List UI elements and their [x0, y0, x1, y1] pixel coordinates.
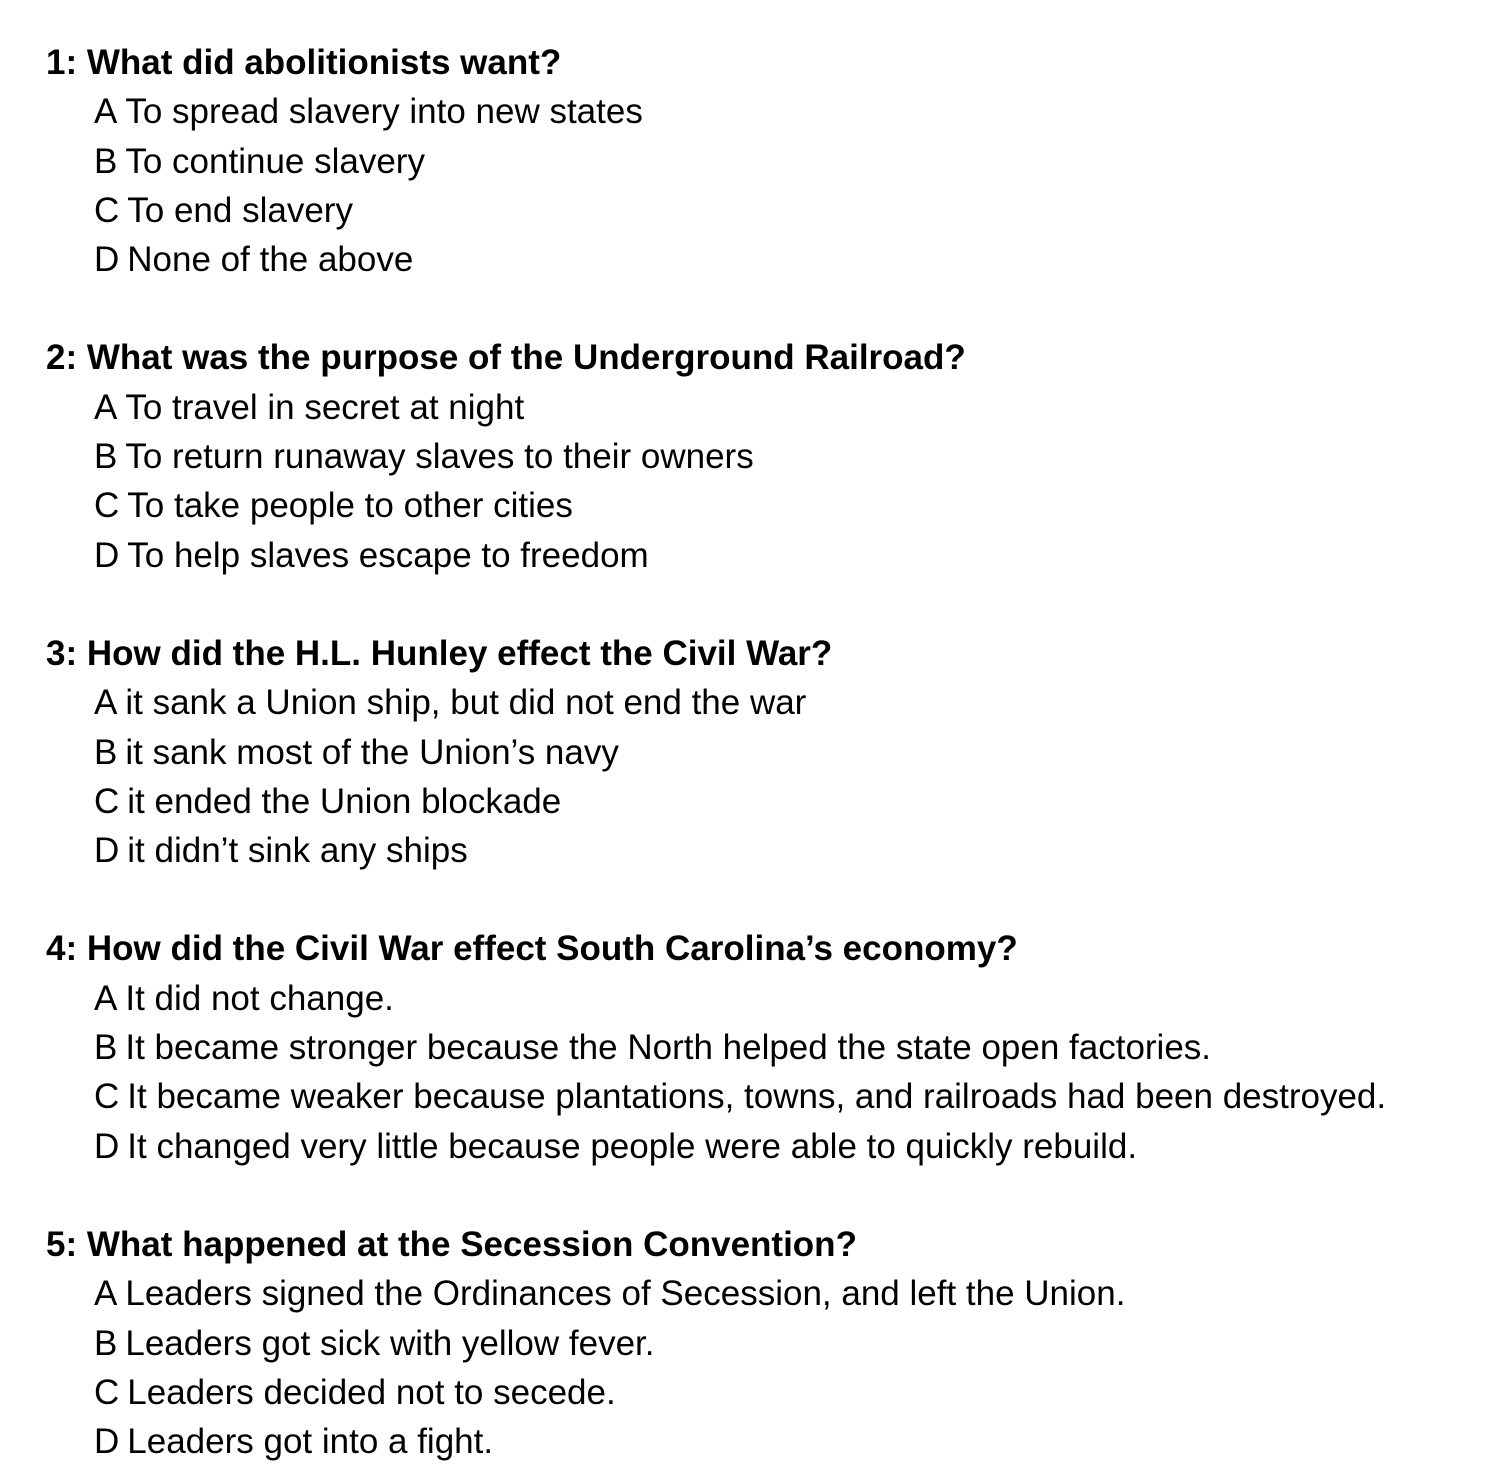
option-letter: D	[94, 535, 120, 575]
option-text: Leaders got sick with yellow fever.	[125, 1323, 655, 1363]
question-text: How did the H.L. Hunley effect the Civil War?	[86, 633, 833, 673]
option-a	[46, 87, 1386, 136]
question-title	[46, 924, 1386, 973]
question-number: 1:	[46, 43, 78, 82]
option-text: To spread slavery into new states	[125, 92, 643, 132]
option-text: It did not change.	[125, 978, 394, 1018]
option-b	[46, 728, 1386, 777]
option-text: To take people to other cities	[127, 486, 573, 526]
option-text: To continue slavery	[125, 141, 425, 181]
option-a	[46, 678, 1386, 727]
question-5	[46, 1220, 1386, 1466]
option-letter: A	[94, 978, 118, 1018]
option-d	[46, 1122, 1386, 1171]
option-text: To travel in secret at night	[125, 387, 525, 427]
question-4	[46, 924, 1386, 1170]
quiz	[46, 38, 1386, 1466]
option-letter: A	[94, 683, 118, 723]
option-d	[46, 531, 1386, 580]
option-letter: C	[94, 1372, 120, 1412]
option-letter: B	[94, 1323, 118, 1363]
option-letter: D	[94, 1126, 120, 1166]
question-text: What was the purpose of the Underground Railroad?	[86, 338, 966, 378]
question-3	[46, 629, 1386, 875]
question-title	[46, 38, 1386, 87]
question-text: What happened at the Secession Convention?	[86, 1224, 857, 1264]
option-letter: B	[94, 732, 118, 772]
option-text: it didn’t sink any ships	[127, 831, 468, 871]
option-text: To return runaway slaves to their owners	[125, 437, 754, 477]
option-text: It changed very little because people were able to quickly rebuild.	[127, 1126, 1138, 1166]
option-text: To help slaves escape to freedom	[127, 535, 649, 575]
option-letter: C	[94, 486, 120, 526]
option-letter: C	[94, 781, 120, 821]
option-letter: A	[94, 387, 118, 427]
option-text: it sank most of the Union’s navy	[125, 732, 619, 772]
option-c	[46, 777, 1386, 826]
question-number: 4:	[46, 929, 78, 969]
option-a	[46, 974, 1386, 1023]
option-c	[46, 1072, 1386, 1121]
option-text: it sank a Union ship, but did not end the war	[125, 683, 807, 723]
option-c	[46, 1368, 1386, 1417]
question-text: What did abolitionists want?	[86, 43, 562, 82]
option-b	[46, 137, 1386, 186]
option-d	[46, 826, 1386, 875]
option-c	[46, 481, 1386, 530]
option-letter: B	[94, 141, 118, 181]
option-letter: D	[94, 1422, 120, 1462]
question-number: 5:	[46, 1224, 78, 1264]
option-letter: D	[94, 831, 120, 871]
question-title	[46, 1220, 1386, 1269]
option-text: Leaders got into a fight.	[127, 1422, 494, 1462]
option-text: it ended the Union blockade	[127, 781, 562, 821]
option-letter: C	[94, 190, 120, 230]
question-text: How did the Civil War effect South Carolina’s economy?	[86, 929, 1018, 969]
option-d	[46, 235, 1386, 284]
question-1	[46, 38, 1386, 284]
option-d	[46, 1417, 1386, 1466]
option-letter: A	[94, 92, 118, 132]
question-2	[46, 333, 1386, 579]
question-title	[46, 629, 1386, 678]
option-letter: B	[94, 437, 118, 477]
option-text: It became stronger because the North helped the state open factories.	[125, 1028, 1212, 1068]
option-letter: A	[94, 1274, 118, 1314]
option-b	[46, 1319, 1386, 1368]
option-letter: B	[94, 1028, 118, 1068]
option-b	[46, 432, 1386, 481]
question-number: 3:	[46, 633, 78, 673]
option-a	[46, 383, 1386, 432]
option-text: Leaders signed the Ordinances of Secession, and left the Union.	[125, 1274, 1126, 1314]
option-letter: C	[94, 1077, 120, 1117]
option-text: Leaders decided not to secede.	[127, 1372, 616, 1412]
question-title	[46, 333, 1386, 382]
option-text: To end slavery	[127, 190, 353, 230]
option-text: None of the above	[127, 240, 414, 280]
option-letter: D	[94, 240, 120, 280]
option-b	[46, 1023, 1386, 1072]
question-number: 2:	[46, 338, 78, 378]
option-c	[46, 186, 1386, 235]
option-text: It became weaker because plantations, towns, and railroads had been destroyed.	[127, 1077, 1387, 1117]
option-a	[46, 1269, 1386, 1318]
